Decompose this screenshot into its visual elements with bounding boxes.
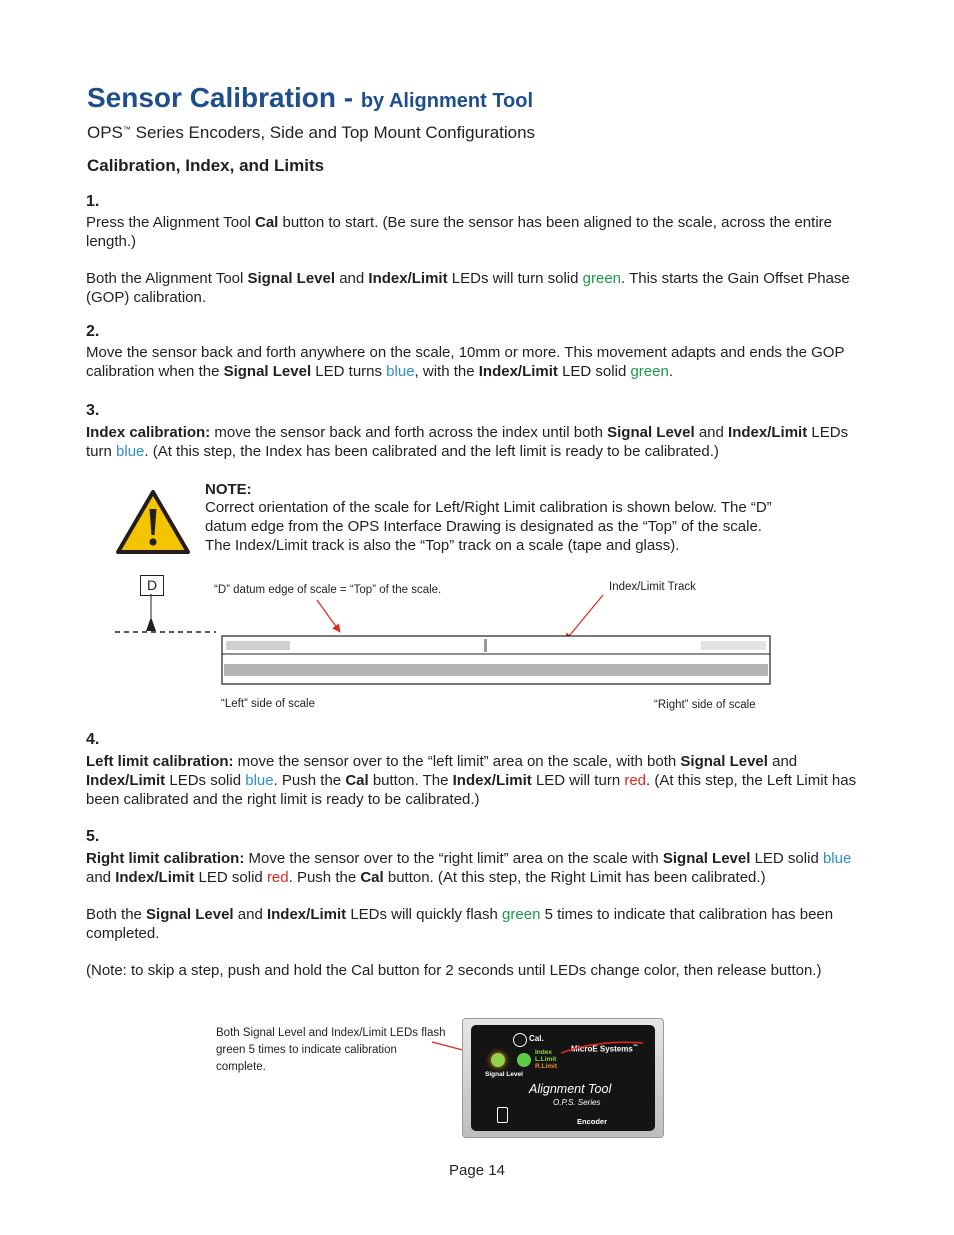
step-1-text-2: Both the Alignment Tool Signal Level and Index/Limit LEDs will turn solid green. This starts the Gain Offset Phase (GOP) calibration. [86,270,850,306]
step-2-number: 2. [86,323,100,340]
datum-edge-label: “D” datum edge of scale = “Top” of the scale. [214,584,442,596]
title-sub: by Alignment Tool [360,90,534,112]
step-5-text: Right limit calibration: Move the sensor over to the “right limit” area on the scale with Signal Level LED solid blue and Index/Limit LED solid red. Push the Cal button. (At this step, the Right Limit has been calibrated.) [86,850,852,886]
scale-body [222,636,770,684]
step-2-text: Move the sensor back and forth anywhere on the scale, 10mm or more. This movement adapts and ends the GOP calibration when the Signal Level LED turns blue, with the Index/Limit LED solid green. [86,344,845,380]
product-name: Alignment Tool [529,1082,612,1096]
index-limit-track-label: Index/Limit Track [609,581,696,593]
series-rest: Series Encoders, Side and Top Mount Configurations [130,123,536,142]
r-limit-label: R.Limit [535,1063,558,1070]
l-limit-label: L.Limit [535,1056,557,1063]
brand-logo: MicroE Systems™ [571,1044,638,1054]
note-heading: NOTE: [205,481,252,498]
left-limit-mark [226,641,290,650]
step-5-number: 5. [86,828,100,845]
device-face [471,1025,655,1131]
encoder-label: Encoder [577,1117,608,1126]
step-3-number: 3. [86,402,100,419]
cal-label: Cal. [529,1034,544,1043]
note-body: Correct orientation of the scale for Left/Right Limit calibration is shown below. The “D” datum edge from the OPS Interface Drawing is designated as the “Top” of the scale. The Index/Limit track is also the “Top” track on a scale (tape and glass). [205,499,772,554]
step-1-text: Press the Alignment Tool Cal button to start. (Be sure the sensor has been aligned to the scale, across the entire length.) [86,214,832,250]
title-main: Sensor Calibration - [87,82,361,113]
cal-button[interactable] [513,1033,527,1047]
brand-swoosh-icon [557,1039,647,1057]
index-mark [484,639,487,652]
index-limit-led [517,1053,531,1067]
step-4-number: 4. [86,731,100,748]
step-3-text: Index calibration: move the sensor back and forth across the index until both Signal Level and Index/Limit LEDs turn blue. (At this step, the Index has been calibrated and the left limit is ready to be calibrated.) [86,424,849,460]
index-label: Index [535,1049,552,1056]
device-caption: Both Signal Level and Index/Limit LEDs flash green 5 times to indicate calibration complete. [216,1027,446,1073]
signal-level-led [491,1053,505,1067]
datum-arrow [317,600,340,632]
alignment-tool-device [462,1018,664,1138]
signal-level-label: Signal Level [485,1071,523,1078]
right-limit-mark [701,641,766,650]
step-1-number: 1. [86,193,100,210]
series-tm: ™ [122,125,131,134]
product-series: O.P.S. Series [553,1098,601,1107]
usb-icon [497,1107,508,1123]
step-5-text-2: Both the Signal Level and Index/Limit LEDs will quickly flash green 5 times to indicate that calibration has been completed. [86,906,834,942]
page-number: Page 14 [449,1162,505,1179]
led-labels [535,1049,557,1070]
right-side-label: “Right” side of scale [654,699,756,711]
section-heading: Calibration, Index, and Limits [87,156,325,175]
track-arrow [565,595,603,641]
series-prefix: OPS [87,123,123,142]
incremental-track [224,664,768,676]
datum-d-box: D [140,575,164,596]
step-4-text: Left limit calibration: move the sensor over to the “left limit” area on the scale, with both Signal Level and Index/Limit LEDs solid blue. Push the Cal button. The Index/Limit LED will turn red. (At this step, the Left Limit has been calibrated and the right limit is ready to be calibrated.) [86,753,857,808]
left-side-label: “Left” side of scale [221,698,315,710]
step-5-skip-note: (Note: to skip a step, push and hold the Cal button for 2 seconds until LEDs change color, then release button.) [86,962,822,979]
